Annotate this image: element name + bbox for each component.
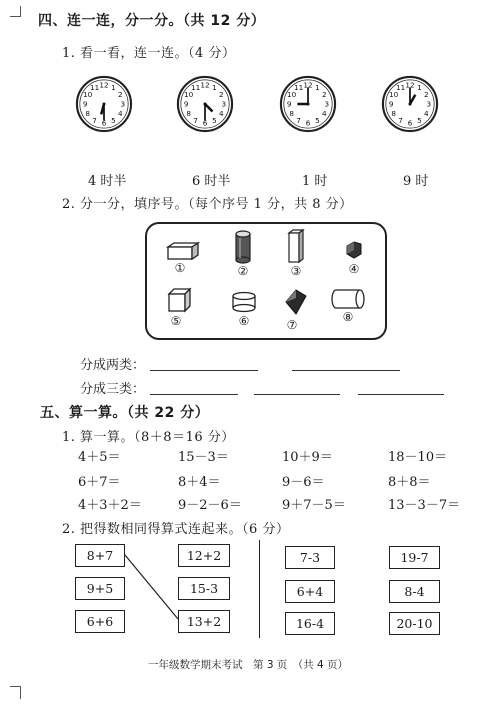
time-label-1: 4 时半 [88, 174, 127, 189]
clock-numeral: 12 [405, 80, 415, 90]
time-label-2: 6 时半 [192, 174, 231, 189]
match-box-right1-1[interactable]: 7-3 [285, 546, 335, 569]
clock-numeral: 7 [296, 115, 301, 125]
calc-problem: 15－3＝ [178, 450, 229, 465]
clock-numeral: 11 [293, 83, 304, 93]
time-label-3: 1 时 [302, 174, 328, 189]
clock-numeral: 6 [407, 118, 413, 128]
section4-heading: 四、连一连，分一分。（共 12 分） [38, 13, 266, 29]
calc-problem: 4＋3＋2＝ [78, 498, 142, 513]
clock-numeral: 8 [391, 108, 396, 118]
clock-numeral: 8 [85, 108, 90, 118]
clock-numeral: 1 [315, 83, 320, 93]
clock-numeral: 12 [99, 80, 109, 90]
calc-title: 1. 算一算。（8＋8＝16 分） [62, 430, 235, 445]
match-box-left2-2[interactable]: 15-3 [178, 577, 230, 600]
page-footer: 一年级数学期末考试 第 3 页 （共 4 页） [148, 659, 348, 671]
calc-problem: 9－6＝ [282, 475, 325, 490]
clock-numeral: 3 [221, 99, 227, 109]
q1-title: 1. 看一看，连一连。（4 分） [62, 46, 236, 61]
clock-numeral: 7 [398, 115, 403, 125]
clock-numeral: 3 [324, 99, 330, 109]
shape-number-1: ① [174, 261, 186, 275]
time-label-4: 9 时 [403, 174, 429, 189]
clock-numeral: 3 [120, 99, 126, 109]
two-groups-label: 分成两类： [80, 358, 146, 373]
clock-numeral: 5 [315, 115, 320, 125]
clock-numeral: 4 [322, 108, 327, 118]
clock-numeral: 7 [92, 115, 97, 125]
calc-problem: 4＋5＝ [78, 450, 121, 465]
calc-problem: 10＋9＝ [282, 450, 333, 465]
clock-numeral: 2 [424, 90, 429, 100]
clock-numeral: 12 [200, 80, 210, 90]
calc-problem: 9＋7－5＝ [282, 498, 346, 513]
clock-numeral: 11 [89, 83, 100, 93]
match-box-left2-3[interactable]: 13+2 [178, 610, 230, 633]
shape-number-5: ⑤ [170, 314, 182, 328]
shape-number-4: ④ [348, 262, 360, 276]
clock-numeral: 6 [202, 118, 208, 128]
clock-numeral: 5 [212, 115, 217, 125]
shape-number-8: ⑧ [342, 310, 354, 324]
clock-numeral: 12 [303, 80, 313, 90]
clock-numeral: 10 [83, 90, 93, 100]
clock-numeral: 1 [212, 83, 217, 93]
clock-numeral: 9 [388, 99, 394, 109]
clock-numeral: 2 [219, 90, 224, 100]
clock-numeral: 5 [111, 115, 116, 125]
match-box-left1-1[interactable]: 8+7 [75, 544, 125, 567]
clock-numeral: 9 [82, 99, 88, 109]
clock-numeral: 11 [395, 83, 406, 93]
clock-numeral: 4 [219, 108, 224, 118]
match-box-left2-1[interactable]: 12+2 [178, 544, 230, 567]
clock-numeral: 1 [111, 83, 116, 93]
clock-numeral: 6 [101, 118, 107, 128]
match-box-left1-3[interactable]: 6+6 [75, 610, 125, 633]
clock-numeral: 9 [183, 99, 189, 109]
match-box-right1-2[interactable]: 6+4 [285, 580, 335, 603]
match-box-right2-3[interactable]: 20-10 [389, 612, 440, 635]
clock-numeral: 8 [186, 108, 191, 118]
clock-numeral: 10 [287, 90, 297, 100]
clock-numeral: 2 [322, 90, 327, 100]
clock-numeral: 10 [184, 90, 194, 100]
clock-numeral: 2 [118, 90, 123, 100]
match-box-right2-2[interactable]: 8-4 [389, 580, 440, 603]
calc-problem: 8＋8＝ [388, 475, 431, 490]
clock-numeral: 4 [118, 108, 123, 118]
clock-numeral: 11 [190, 83, 201, 93]
clock-numeral: 6 [305, 118, 311, 128]
clock-numeral: 8 [289, 108, 294, 118]
match-box-left1-2[interactable]: 9+5 [75, 577, 125, 600]
clock-numeral: 3 [426, 99, 432, 109]
shape-number-3: ③ [290, 264, 302, 278]
clock-numeral: 4 [424, 108, 429, 118]
calc-problem: 18－10＝ [388, 450, 448, 465]
calc-problem: 8＋4＝ [178, 475, 221, 490]
clock-numeral: 7 [193, 115, 198, 125]
match-box-right2-1[interactable]: 19-7 [389, 546, 440, 569]
calc-problem: 6＋7＝ [78, 475, 121, 490]
clock-numeral: 10 [389, 90, 399, 100]
shape-number-7: ⑦ [286, 318, 298, 332]
clock-numeral: 1 [417, 83, 422, 93]
q2-title: 2. 分一分，填序号。（每个序号 1 分，共 8 分） [62, 197, 353, 212]
match-box-right1-3[interactable]: 16-4 [285, 612, 335, 635]
calc-problem: 13－3－7＝ [388, 498, 461, 513]
shape-number-2: ② [237, 264, 249, 278]
calc-problem: 9－2－6＝ [178, 498, 242, 513]
three-groups-label: 分成三类： [80, 382, 146, 397]
shape-number-6: ⑥ [238, 314, 250, 328]
clock-numeral: 9 [286, 99, 292, 109]
match-title: 2. 把得数相同得算式连起来。（6 分） [62, 522, 290, 537]
match-divider [259, 540, 260, 638]
section5-heading: 五、算一算。（共 22 分） [40, 405, 210, 421]
clock-numeral: 5 [417, 115, 422, 125]
